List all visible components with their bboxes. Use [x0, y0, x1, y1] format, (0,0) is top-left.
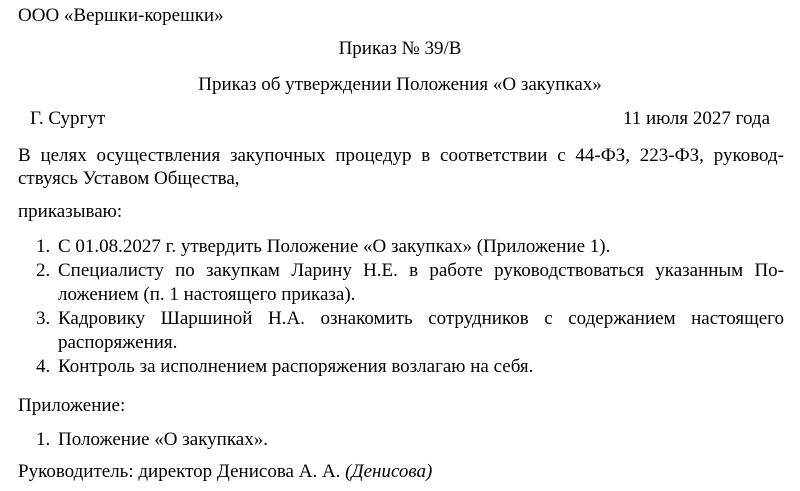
list-item	[18, 428, 784, 452]
order-title: Приказ об утверждении Положения «О закупках»	[198, 74, 602, 95]
list-item-number: 2.	[36, 260, 51, 281]
list-item-number: 1.	[36, 236, 51, 257]
list-item	[18, 235, 784, 259]
order-word: приказываю:	[18, 201, 123, 222]
list-item	[18, 307, 784, 355]
list-item	[18, 259, 784, 307]
list-item	[18, 355, 784, 379]
preamble-line-2: ствуясь Уставом Общества,	[18, 168, 240, 189]
preamble-text-1: В целях осуществления закупочных процедур в соответствии с 44-ФЗ, 223-ФЗ, руковод-	[18, 145, 784, 166]
list-item-number: 4.	[36, 356, 51, 377]
preamble-line-1	[18, 145, 784, 167]
list-item-number: 1.	[36, 429, 51, 450]
list-item-number: 3.	[36, 308, 51, 329]
order-number: Приказ № 39/В	[338, 38, 462, 59]
list-item-text: Кадровику Шаршиной Н.А. ознакомить сотрудников с содержанием настоящего	[58, 308, 784, 329]
appendix-list	[18, 428, 784, 452]
signature: (Денисова)	[345, 461, 433, 482]
order-date: 11 июля 2027 года	[622, 108, 770, 129]
list-item-text: С 01.08.2027 г. утвердить Положение «О закупках» (Приложение 1).	[58, 236, 611, 257]
signer-name: Руководитель: директор Денисова А. А.	[18, 461, 341, 482]
signer-line	[18, 461, 432, 483]
list-item-text-continued: ложением (п. 1 настоящего приказа).	[58, 284, 356, 305]
list-item-text: Положение «О закупках».	[58, 429, 268, 450]
list-item-text: Контроль за исполнением распоряжения возлагаю на себя.	[58, 356, 534, 377]
company-name: ООО «Вершки-корешки»	[18, 5, 224, 26]
city: Г. Сургут	[30, 108, 106, 129]
list-item-text-continued: распоряжения.	[58, 332, 178, 353]
list-item-text: Специалисту по закупкам Ларину Н.Е. в работе руководствоваться указанным По-	[58, 260, 784, 281]
appendix-label: Приложение:	[18, 395, 126, 416]
order-items-list	[18, 235, 784, 379]
